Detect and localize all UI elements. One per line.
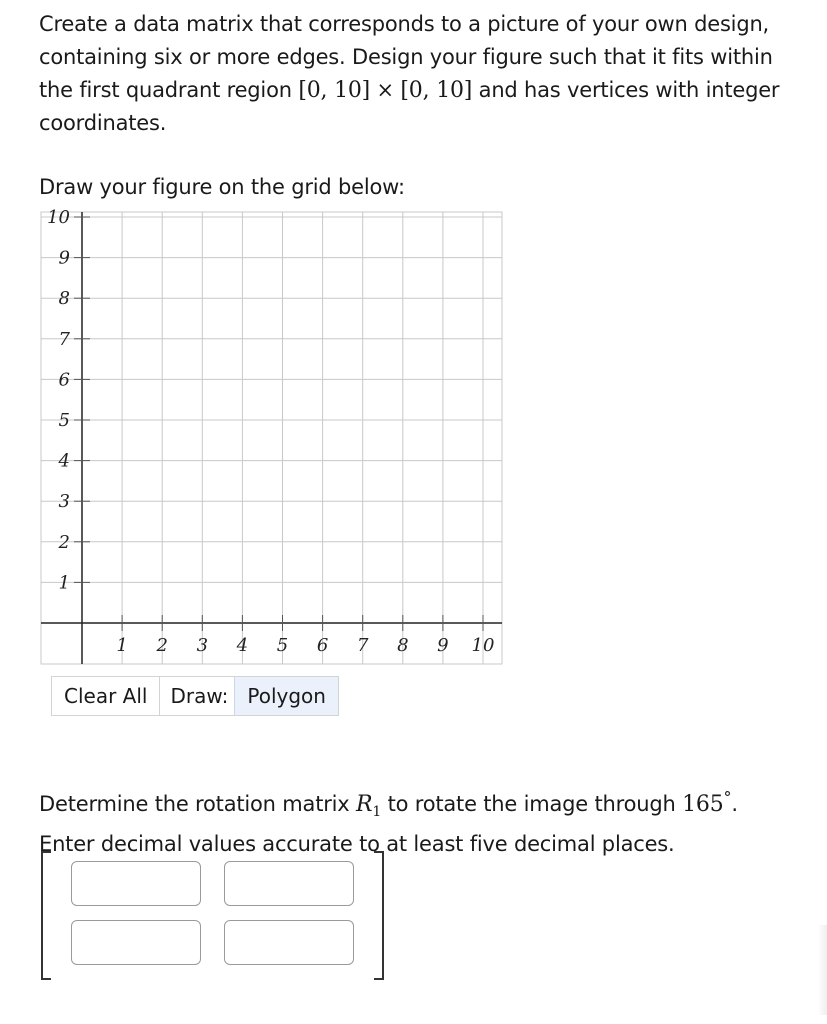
matrix-cell-r1c2[interactable] [224,861,354,906]
y-tick-label: 4 [58,450,70,472]
x-tick-label: 7 [356,635,369,656]
interval-y: [0, 10] [400,78,473,103]
grid-border [41,212,502,664]
times-symbol: × [370,78,401,102]
question-line-2: Enter decimal values accurate to at least five decimal places. [39,832,675,857]
y-tick-label: 10 [47,207,70,228]
x-tick-label: 4 [236,635,249,656]
y-tick-label: 6 [58,369,70,391]
matrix-subscript: 1 [372,804,382,821]
x-tick-label: 8 [397,635,409,656]
question-line-1-text: Determine the rotation matrix [39,792,356,816]
scroll-edge-shadow [818,925,827,1015]
problem-line-1: Create a data matrix that corresponds to a picture of your own design, [39,12,770,36]
x-tick-label: 1 [116,635,128,656]
problem-line-4: coordinates. [39,111,167,135]
matrix-symbol: R [356,792,373,817]
grid-instruction: Draw your figure on the grid below: [39,175,405,199]
matrix-left-bracket [41,851,51,980]
problem-line-3-text: the first quadrant region [39,78,299,102]
x-tick-label: 5 [276,635,289,656]
y-tick-label: 3 [58,491,70,513]
matrix-cell-r2c1[interactable] [71,920,201,965]
y-axis-ticks [47,207,90,593]
y-tick-label: 2 [58,531,70,553]
x-tick-label: 9 [437,635,449,656]
question-line-1-end: . [731,792,738,816]
matrix-cell-r2c2[interactable] [224,920,354,965]
y-tick-label: 9 [58,247,70,269]
degree-symbol: ° [723,788,732,807]
clear-all-button[interactable]: Clear All [52,677,160,715]
y-tick-label: 8 [58,288,70,310]
draw-toolbar [51,676,339,716]
rotation-angle: 165 [682,792,724,817]
x-tick-label: 10 [471,635,495,656]
polygon-tool-button[interactable]: Polygon [234,677,338,715]
y-tick-label: 7 [58,328,70,350]
y-tick-label: 1 [58,572,70,594]
interval-x: [0, 10] [298,78,371,103]
problem-line-2: containing six or more edges. Design your figure such that it fits within [39,45,773,69]
problem-line-3-end: and has vertices with integer [472,78,780,102]
axes [41,212,502,664]
matrix-cell-r1c1[interactable] [71,861,201,906]
draw-mode-label: Draw: [170,684,229,708]
matrix-right-bracket [374,851,384,980]
x-tick-label: 6 [316,635,329,656]
grid-lines [41,212,502,664]
question-line-1-mid: to rotate the image through [381,792,683,816]
question-text [39,782,819,860]
question-line-1 [39,782,819,828]
x-axis-ticks [116,615,494,656]
x-tick-label: 3 [196,635,209,656]
y-tick-label: 5 [58,410,70,431]
x-tick-label: 2 [156,635,168,656]
